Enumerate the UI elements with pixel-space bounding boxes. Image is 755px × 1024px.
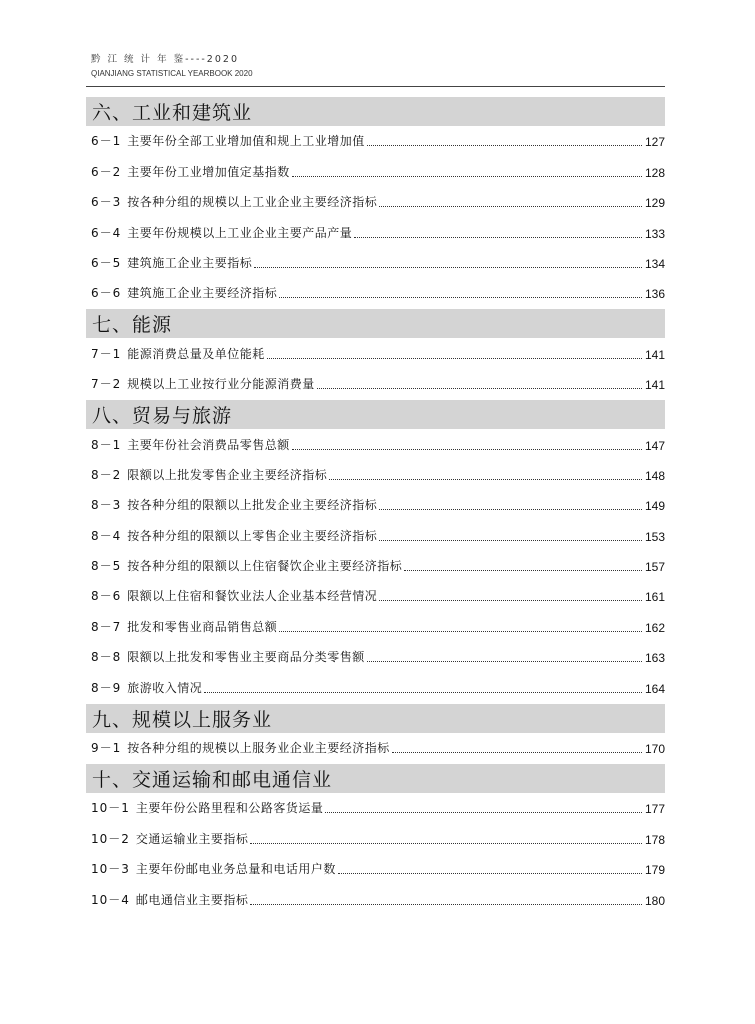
entry-title: 规模以上工业按行业分能源消费量 bbox=[127, 377, 315, 392]
entry-page-number: 129 bbox=[644, 196, 665, 211]
dot-leader bbox=[292, 175, 642, 177]
dot-leader bbox=[317, 387, 642, 389]
entry-number: 8－5 bbox=[91, 559, 122, 574]
entry-page-number: 162 bbox=[644, 620, 665, 635]
entry-number: 10－1 bbox=[91, 801, 130, 816]
toc-entry[interactable] bbox=[86, 157, 665, 187]
dot-leader bbox=[379, 599, 642, 601]
toc-entry[interactable] bbox=[86, 734, 665, 764]
entry-page-number: 133 bbox=[644, 226, 665, 241]
dot-leader bbox=[379, 539, 642, 541]
toc-entry[interactable] bbox=[86, 582, 665, 612]
section-title: 十、交通运输和邮电通信业 bbox=[92, 769, 333, 792]
entry-page-number: 153 bbox=[644, 529, 665, 544]
section-header bbox=[86, 400, 665, 429]
toc-entry[interactable] bbox=[86, 430, 665, 460]
entry-title: 交通运输业主要指标 bbox=[135, 831, 249, 846]
section-header bbox=[86, 309, 665, 338]
entry-number: 8－8 bbox=[91, 650, 122, 665]
entry-title: 按各种分组的限额以上批发企业主要经济指标 bbox=[127, 498, 378, 513]
entry-title: 主要年份规模以上工业企业主要产品产量 bbox=[127, 225, 353, 240]
entry-page-number: 141 bbox=[644, 347, 665, 362]
toc-entry[interactable] bbox=[86, 521, 665, 551]
toc-entry[interactable] bbox=[86, 279, 665, 309]
entry-page-number: 177 bbox=[644, 802, 665, 817]
dot-leader bbox=[279, 630, 642, 632]
entry-number: 7－1 bbox=[91, 346, 122, 361]
entry-number: 8－1 bbox=[91, 437, 122, 452]
entry-title: 按各种分组的限额以上零售企业主要经济指标 bbox=[127, 528, 378, 543]
entry-title: 批发和零售业商品销售总额 bbox=[127, 619, 278, 634]
entry-title: 旅游收入情况 bbox=[127, 680, 203, 695]
section-title: 六、工业和建筑业 bbox=[92, 102, 253, 124]
entry-number: 8－3 bbox=[91, 498, 122, 513]
entry-title: 主要年份工业增加值定基指数 bbox=[127, 164, 290, 179]
entry-page-number: 147 bbox=[644, 438, 665, 453]
toc-entry[interactable] bbox=[86, 673, 665, 703]
entry-page-number: 170 bbox=[644, 742, 665, 757]
dot-leader bbox=[354, 236, 642, 238]
entry-page-number: 148 bbox=[644, 468, 665, 483]
toc-entry[interactable] bbox=[86, 127, 665, 157]
entry-number: 6－1 bbox=[91, 134, 122, 149]
dot-leader bbox=[250, 903, 642, 905]
dot-leader bbox=[292, 448, 642, 450]
entry-title: 按各种分组的规模以上工业企业主要经济指标 bbox=[127, 195, 378, 210]
entry-page-number: 157 bbox=[644, 560, 665, 575]
entry-number: 10－3 bbox=[91, 862, 130, 877]
entry-number: 7－2 bbox=[91, 377, 122, 392]
entry-number: 9－1 bbox=[91, 741, 122, 756]
dot-leader bbox=[367, 660, 642, 662]
header-title-en: QIANJIANG STATISTICAL YEARBOOK 2020 bbox=[91, 69, 253, 78]
entry-page-number: 161 bbox=[644, 590, 665, 605]
toc-entry[interactable] bbox=[86, 824, 665, 854]
entry-number: 8－6 bbox=[91, 589, 122, 604]
entry-page-number: 179 bbox=[644, 863, 665, 878]
entry-title: 主要年份邮电业务总量和电话用户数 bbox=[135, 862, 336, 877]
dot-leader bbox=[254, 266, 642, 268]
section-header bbox=[86, 97, 665, 126]
section-title: 八、贸易与旅游 bbox=[92, 405, 233, 428]
entry-number: 6－4 bbox=[91, 225, 122, 240]
toc-entry[interactable] bbox=[86, 643, 665, 673]
entry-page-number: 164 bbox=[644, 681, 665, 696]
entry-page-number: 134 bbox=[644, 256, 665, 271]
entry-number: 6－2 bbox=[91, 164, 122, 179]
dot-leader bbox=[267, 357, 642, 359]
entry-number: 8－2 bbox=[91, 467, 122, 482]
entry-title: 主要年份全部工业增加值和规上工业增加值 bbox=[127, 134, 365, 149]
toc-entry[interactable] bbox=[86, 339, 665, 369]
toc-entry[interactable] bbox=[86, 612, 665, 642]
entry-title: 建筑施工企业主要经济指标 bbox=[127, 286, 278, 301]
dot-leader bbox=[279, 296, 642, 298]
toc-entry[interactable] bbox=[86, 855, 665, 885]
entry-title: 能源消费总量及单位能耗 bbox=[127, 346, 265, 361]
entry-page-number: 178 bbox=[644, 832, 665, 847]
toc-entry[interactable] bbox=[86, 885, 665, 915]
entry-number: 6－6 bbox=[91, 286, 122, 301]
dot-leader bbox=[250, 842, 642, 844]
toc-entry[interactable] bbox=[86, 188, 665, 218]
dot-leader bbox=[338, 872, 642, 874]
dot-leader bbox=[329, 478, 642, 480]
entry-page-number: 149 bbox=[644, 499, 665, 514]
entry-title: 按各种分组的规模以上服务业企业主要经济指标 bbox=[127, 741, 390, 756]
entry-title: 主要年份公路里程和公路客货运量 bbox=[135, 801, 324, 816]
entry-title: 限额以上批发零售企业主要经济指标 bbox=[127, 467, 328, 482]
running-header bbox=[91, 54, 253, 79]
entry-number: 8－7 bbox=[91, 619, 122, 634]
entry-number: 8－4 bbox=[91, 528, 122, 543]
section-header bbox=[86, 764, 665, 793]
entry-number: 10－2 bbox=[91, 831, 130, 846]
entry-number: 6－5 bbox=[91, 255, 122, 270]
entry-title: 建筑施工企业主要指标 bbox=[127, 255, 253, 270]
entry-title: 按各种分组的限额以上住宿餐饮企业主要经济指标 bbox=[127, 559, 403, 574]
entry-page-number: 180 bbox=[644, 893, 665, 908]
section-title: 七、能源 bbox=[92, 314, 173, 337]
dot-leader bbox=[204, 691, 642, 693]
entry-number: 10－4 bbox=[91, 892, 130, 907]
entry-page-number: 128 bbox=[644, 165, 665, 180]
header-divider bbox=[86, 86, 665, 87]
dot-leader bbox=[379, 205, 642, 207]
entry-page-number: 163 bbox=[644, 651, 665, 666]
section-header bbox=[86, 704, 665, 733]
dot-leader bbox=[379, 508, 642, 510]
entry-number: 6－3 bbox=[91, 195, 122, 210]
header-title-cn: 黔 江 统 计 年 鉴----2020 bbox=[91, 54, 239, 65]
toc-entry[interactable] bbox=[86, 552, 665, 582]
dot-leader bbox=[392, 751, 642, 753]
entry-title: 限额以上批发和零售业主要商品分类零售额 bbox=[127, 650, 365, 665]
toc-entry[interactable] bbox=[86, 370, 665, 400]
dot-leader bbox=[404, 569, 642, 571]
entry-title: 邮电通信业主要指标 bbox=[135, 892, 249, 907]
dot-leader bbox=[367, 144, 642, 146]
toc-entry[interactable] bbox=[86, 218, 665, 248]
table-of-contents bbox=[86, 97, 665, 916]
toc-entry[interactable] bbox=[86, 249, 665, 279]
entry-page-number: 127 bbox=[644, 135, 665, 150]
entry-title: 限额以上住宿和餐饮业法人企业基本经营情况 bbox=[127, 589, 378, 604]
toc-entry[interactable] bbox=[86, 794, 665, 824]
entry-number: 8－9 bbox=[91, 680, 122, 695]
toc-entry[interactable] bbox=[86, 461, 665, 491]
entry-page-number: 141 bbox=[644, 378, 665, 393]
entry-title: 主要年份社会消费品零售总额 bbox=[127, 437, 290, 452]
section-title: 九、规模以上服务业 bbox=[92, 708, 273, 731]
entry-page-number: 136 bbox=[644, 287, 665, 302]
toc-entry[interactable] bbox=[86, 491, 665, 521]
dot-leader bbox=[325, 811, 642, 813]
